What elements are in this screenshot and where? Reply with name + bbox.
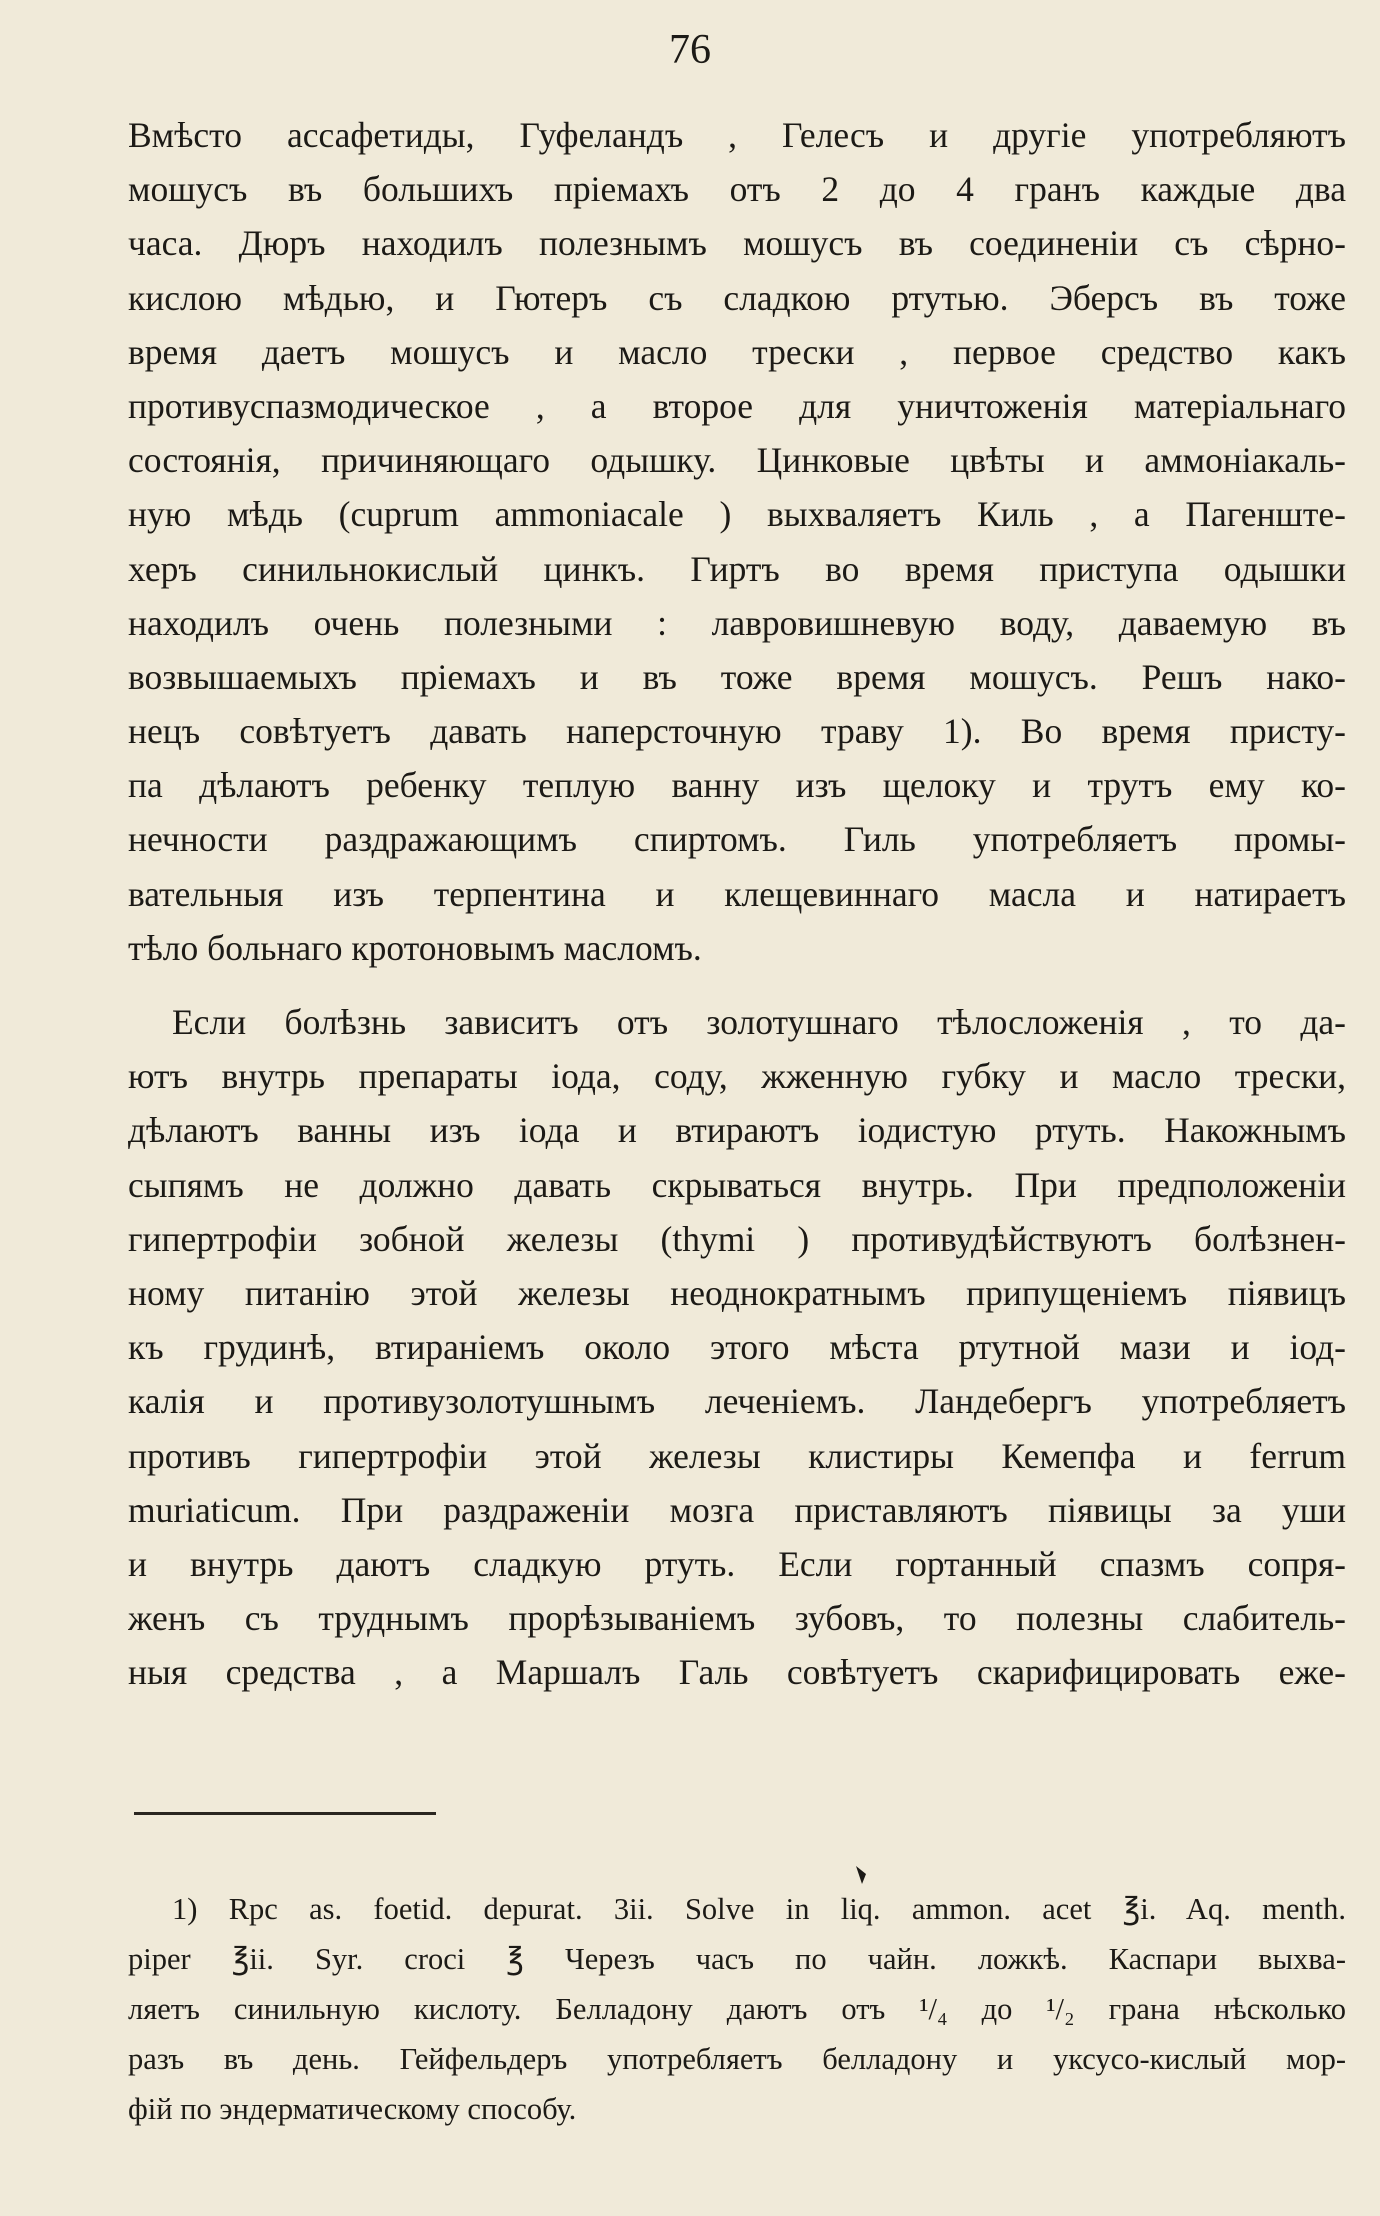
text-line: ную мѣдь (cuprum ammoniacale ) выхваляетъ Киль , а Пагенште- bbox=[128, 494, 1346, 535]
footnote-line: 1) Rpc as. foetid. depurat. 3ii. Solve in liq. ammon. acet ℥i. Aq. menth. bbox=[172, 1892, 1346, 1926]
text-line: калія и противузолотушнымъ леченіемъ. Ландебергъ употребляетъ bbox=[128, 1381, 1346, 1422]
text-line: противъ гипертрофіи этой железы клистиры Кемепфа и ferrum bbox=[128, 1435, 1346, 1476]
text-line: нецъ совѣтуетъ давать наперсточную траву 1). Во время присту- bbox=[128, 711, 1346, 752]
paragraph-gap bbox=[128, 975, 1346, 995]
text-line: тѣло больнаго кротоновымъ масломъ. bbox=[128, 927, 702, 968]
text-line: muriaticum. При раздраженіи мозга приставляютъ піявицы за уши bbox=[128, 1489, 1346, 1530]
text-line: дѣлаютъ ванны изъ іода и втираютъ іодистую ртуть. Накожнымъ bbox=[128, 1110, 1346, 1151]
text-line: гипертрофіи зобной железы (thymi ) противудѣйствуютъ болѣзнен- bbox=[128, 1218, 1346, 1259]
text-line: противуспазмодическое , а второе для уничтоженія матеріальнаго bbox=[128, 385, 1346, 426]
text-line: мошусъ въ большихъ пріемахъ отъ 2 до 4 гранъ каждые два bbox=[128, 169, 1346, 210]
footnote bbox=[128, 1884, 1346, 2134]
text-line: часа. Дюръ находилъ полезнымъ мошусъ въ соединеніи съ сѣрно- bbox=[128, 223, 1346, 264]
text-line: женъ съ труднымъ прорѣзываніемъ зубовъ, то полезны слабитель- bbox=[128, 1598, 1346, 1639]
text-line: Вмѣсто ассафетиды, Гуфеландъ , Гелесъ и другіе употребляютъ bbox=[128, 115, 1346, 155]
text-line: состоянія, причиняющаго одышку. Цинковые цвѣты и аммоніакаль- bbox=[128, 440, 1346, 481]
footnote-line: фій по эндерматическому способу. bbox=[128, 2092, 577, 2126]
text-line: Если болѣзнь зависитъ отъ золотушнаго тѣлосложенія , то да- bbox=[172, 1002, 1346, 1042]
text-line: сыпямъ не должно давать скрываться внутрь. При предположеніи bbox=[128, 1164, 1346, 1205]
text-line: и внутрь даютъ сладкую ртуть. Если гортанный спазмъ сопря- bbox=[128, 1543, 1346, 1584]
text-line: время даетъ мошусъ и масло трески , первое средство какъ bbox=[128, 331, 1346, 372]
text-line: херъ синильнокислый цинкъ. Гиртъ во время приступа одышки bbox=[128, 548, 1346, 589]
text-line: находилъ очень полезными : лавровишневую воду, даваемую въ bbox=[128, 602, 1346, 643]
footnote-line: разъ въ день. Гейфельдеръ употребляетъ белладону и уксусо-кислый мор- bbox=[128, 2042, 1346, 2076]
text-line: па дѣлаютъ ребенку теплую ванну изъ щелоку и трутъ ему ко- bbox=[128, 765, 1346, 806]
text-line: возвышаемыхъ пріемахъ и въ тоже время мошусъ. Решъ нако- bbox=[128, 656, 1346, 697]
text-line: вательныя изъ терпентина и клещевиннаго масла и натираетъ bbox=[128, 873, 1346, 914]
page-number: 76 bbox=[669, 27, 711, 73]
text-line: нечности раздражающимъ спиртомъ. Гиль употребляетъ промы- bbox=[128, 819, 1346, 860]
body-text bbox=[128, 108, 1346, 1699]
text-line: ному питанію этой железы неоднократнымъ припущеніемъ піявицъ bbox=[128, 1272, 1346, 1313]
text-line: ныя средства , а Маршалъ Галь совѣтуетъ скарифицировать еже- bbox=[128, 1652, 1346, 1693]
footnote-separator-rule bbox=[134, 1812, 436, 1815]
footnote-line: piper ℥ii. Syr. croci ℥ Черезъ часъ по чайн. ложкѣ. Каспари выхва- bbox=[128, 1942, 1346, 1976]
footnote-line: ляетъ синильную кислоту. Белладону даютъ отъ ¹/₄ до ¹/₂ грана нѣсколько bbox=[128, 1992, 1346, 2026]
text-line: кислою мѣдью, и Гютеръ съ сладкою ртутью. Эберсъ въ тоже bbox=[128, 277, 1346, 318]
text-line: къ грудинѣ, втираніемъ около этого мѣста ртутной мази и іод- bbox=[128, 1327, 1346, 1368]
text-line: ютъ внутрь препараты іода, соду, жженную губку и масло трески, bbox=[128, 1056, 1346, 1097]
